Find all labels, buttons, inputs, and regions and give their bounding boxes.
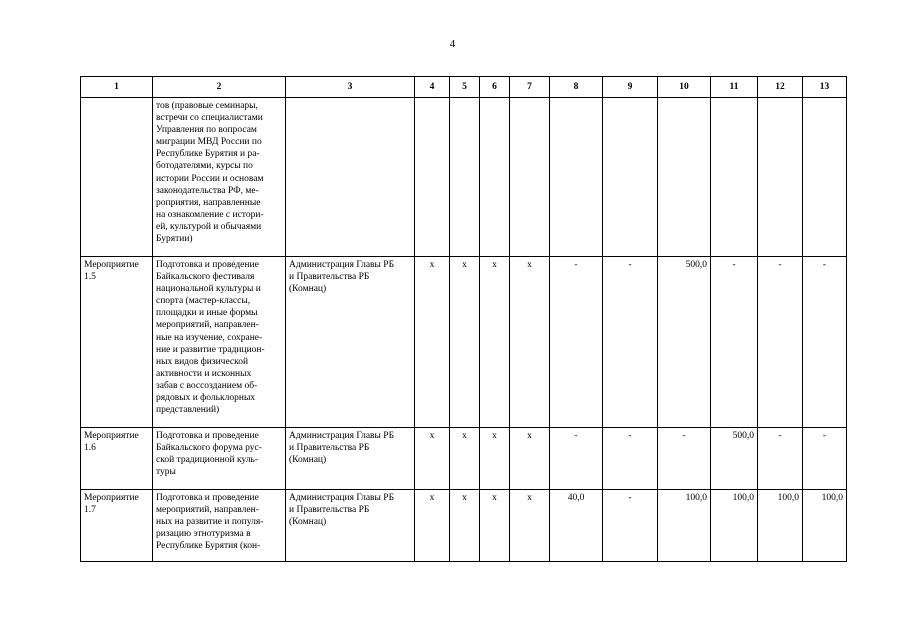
value-cell [510, 98, 550, 257]
column-header: 1 [81, 77, 153, 98]
column-header: 10 [658, 77, 711, 98]
column-header: 12 [758, 77, 803, 98]
value-cell [758, 98, 803, 257]
column-header: 2 [153, 77, 286, 98]
value-cell [550, 98, 603, 257]
activity-description: Подготовка и проведение Байкальского фестиваля национальной культуры и спорта (мастер-классы, площадки и иные формы мероприятий, направлен- ные на изучение, сохране- ние и развитие традицион- ных видов физической активности и исконных забав с воссозданием об- рядовых и фольклорных представлений) [153, 257, 286, 428]
value-cell [480, 98, 510, 257]
value-cell: x [415, 257, 450, 428]
value-cell [415, 98, 450, 257]
value-cell: - [603, 257, 658, 428]
value-cell: - [658, 428, 711, 490]
activity-description: тов (правовые семинары, встречи со специалистами Управления по вопросам миграции МВД России по Республике Бурятия и ра- ботодателями, курсы по истории России и основам законодательства РФ, ме- роприятия, направленные на ознакомление с истори- ей, культурой и обычаями Бурятии) [153, 98, 286, 257]
value-cell: - [603, 490, 658, 562]
value-cell: 100,0 [658, 490, 711, 562]
activity-description: Подготовка и проведение Байкальского форума рус- ской традиционной куль- туры [153, 428, 286, 490]
value-cell: - [550, 428, 603, 490]
table-row [81, 98, 847, 257]
value-cell: x [510, 257, 550, 428]
value-cell [803, 98, 847, 257]
value-cell: x [415, 490, 450, 562]
column-header: 5 [450, 77, 480, 98]
activity-executor: Администрация Главы РБ и Правительства РБ (Комнац) [286, 257, 415, 428]
value-cell: - [711, 257, 758, 428]
column-header: 8 [550, 77, 603, 98]
value-cell: x [510, 428, 550, 490]
column-header: 4 [415, 77, 450, 98]
value-cell [711, 98, 758, 257]
activity-description: Подготовка и проведение мероприятий, направлен- ных на развитие и популя- ризацию этнотуризма в Республике Бурятия (кон- [153, 490, 286, 562]
activity-code: Мероприятие 1.5 [81, 257, 153, 428]
value-cell: - [603, 428, 658, 490]
value-cell [603, 98, 658, 257]
activity-code [81, 98, 153, 257]
value-cell: x [510, 490, 550, 562]
value-cell: x [450, 490, 480, 562]
column-header: 11 [711, 77, 758, 98]
program-activities-table [80, 76, 847, 562]
value-cell: - [758, 257, 803, 428]
value-cell: 100,0 [803, 490, 847, 562]
page-number: 4 [449, 38, 456, 50]
value-cell: 40,0 [550, 490, 603, 562]
activity-executor [286, 98, 415, 257]
column-header: 13 [803, 77, 847, 98]
value-cell: x [415, 428, 450, 490]
value-cell: x [450, 428, 480, 490]
value-cell: 500,0 [711, 428, 758, 490]
table-header-row [81, 77, 847, 98]
value-cell: 500,0 [658, 257, 711, 428]
value-cell: x [480, 428, 510, 490]
value-cell: - [550, 257, 603, 428]
activity-code: Мероприятие 1.6 [81, 428, 153, 490]
table-row [81, 257, 847, 428]
value-cell: x [450, 257, 480, 428]
column-header: 6 [480, 77, 510, 98]
value-cell: 100,0 [758, 490, 803, 562]
value-cell: x [480, 257, 510, 428]
activity-code: Мероприятие 1.7 [81, 490, 153, 562]
activity-executor: Администрация Главы РБ и Правительства РБ (Комнац) [286, 490, 415, 562]
value-cell [450, 98, 480, 257]
table-row [81, 490, 847, 562]
table-row [81, 428, 847, 490]
value-cell [658, 98, 711, 257]
column-header: 3 [286, 77, 415, 98]
value-cell: 100,0 [711, 490, 758, 562]
value-cell: - [803, 257, 847, 428]
column-header: 7 [510, 77, 550, 98]
column-header: 9 [603, 77, 658, 98]
value-cell: - [758, 428, 803, 490]
value-cell: - [803, 428, 847, 490]
value-cell: x [480, 490, 510, 562]
activity-executor: Администрация Главы РБ и Правительства РБ (Комнац) [286, 428, 415, 490]
